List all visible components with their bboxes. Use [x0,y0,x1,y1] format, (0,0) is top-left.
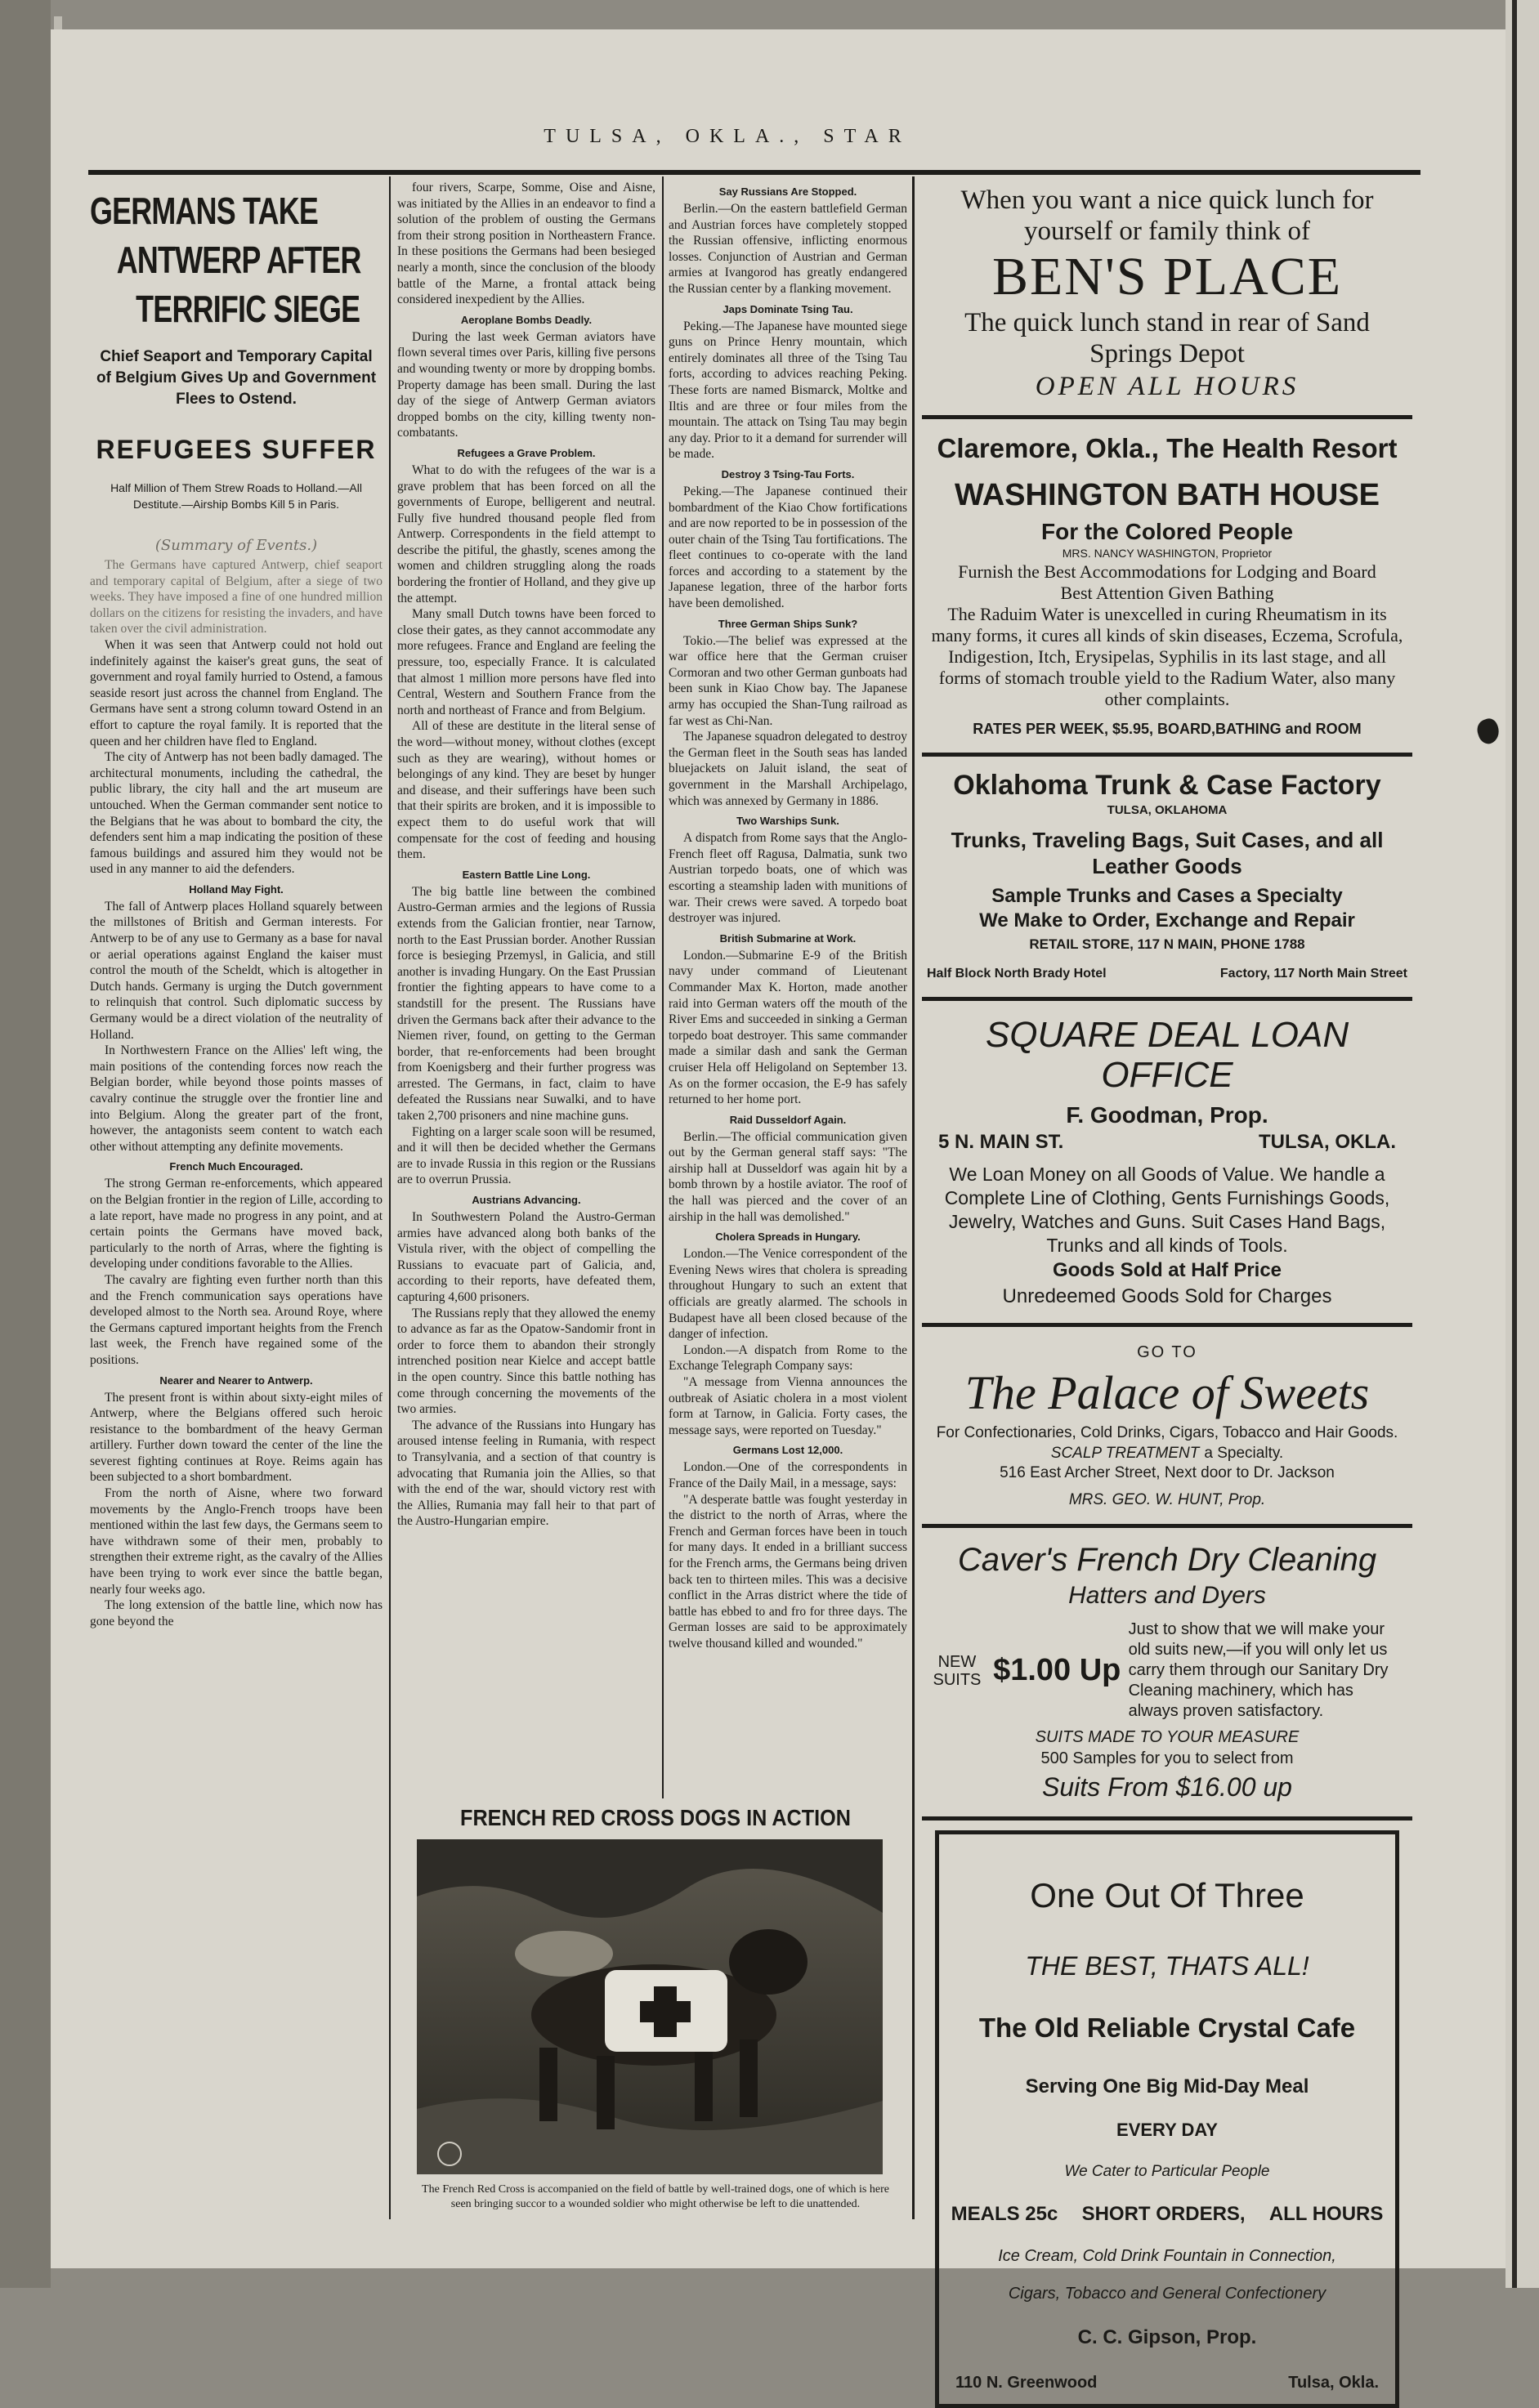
article-paragraph: Berlin.—On the eastern battlefield German and Austrian forces have completely stopped the Russian offensive, inflicting enormous losses. Conjunction of Austrian and German armies at Ivangorod has greatly endangered the Russian center by a flanking movement. [669,202,907,296]
ad-line-right: TULSA, OKLA. [1259,1131,1396,1153]
article-paragraph: From the north of Aisne, where two forward movements by the Anglo-French troops have been mentioned within the last few days, the Germans seem to have withdrawn some of their men, probably to strengthen their extreme right, as the cavalry of the Allies have been trying to work ever since the battle began, nearly four weeks ago. [90,1486,383,1597]
ad-text: a Specialty. [1204,1445,1284,1462]
ad-offer [922,1619,1412,1722]
subhead: Aeroplane Bombs Deadly. [460,313,593,326]
ad-line: Leather Goods [1092,854,1242,878]
article-paragraph: Peking.—The Japanese have mounted siege guns on Prince Henry mountain, which entirely dominates all three of the Tsing Tau forts, according to advices reaching Peking. These forts are named Bismarck, Moltke and Iltis and are three or four miles from the mountain. The attack on Tsing Tau may begin any day. Prior to it a demand for surrender will be made. [669,319,907,462]
ad-line-right: Tulsa, Okla. [1288,2374,1379,2392]
ad-line-left: 110 N. Greenwood [955,2374,1098,2392]
ad-line: MRS. GEO. W. HUNT, Prop. [1068,1491,1266,1508]
article-paragraph: London.—A dispatch from Rome to the Exchange Telegraph Company says: [669,1342,907,1374]
ad-line: For Confectionaries, Cold Drinks, Cigars, Tobacco and Hair Goods. [936,1424,1398,1441]
ad-line: We Cater to Particular People [1064,2163,1270,2180]
ad-cavers-dry-cleaning [922,1528,1412,1821]
article-paragraph: The fall of Antwerp places Holland squarely between the millstones of British and German interests. For Antwerp to be of any use to Germany as a base for naval or aerial operations against England the kaiser must control the mouth of the Scheldt, which is altogether in Dutch hands. Germany is urging the Dutch government to relinquish that control. Such diplomatic success by Germany would be a direct violation of the neutrality of Holland. [90,899,383,1042]
ad-line: EVERY DAY [1116,2120,1218,2140]
red-cross-dog-photo [417,1839,883,2174]
ad-title: Oklahoma Trunk & Case Factory [953,770,1381,801]
subhead: Austrians Advancing. [472,1194,581,1207]
column-1 [90,180,383,2218]
article-paragraph: Peking.—The Japanese continued their bombardment of the Kiao Chow fortifications and are now reported to be in possession of the outer chain of the Tsing Tau fortifications. The fleet continues to co-operate with the land forces and according to a statement by the Japanese legation, three of the harbor forts have been demolished. [669,484,907,611]
subhead: Nearer and Nearer to Antwerp. [159,1374,313,1387]
ad-line [939,2200,1395,2229]
ad-line: THE BEST, THATS ALL! [1025,1951,1309,1981]
article-paragraph: Many small Dutch towns have been forced to close their gates, as they cannot accommodate any more refugees. France and England are feeling the pressure, too, especially France. It is calculated that almost 1 million more persons have fled into Central, Western and Southern France from the north and northeast of France and from Belgium. [397,607,655,717]
ad-square-deal-loan [922,1001,1412,1327]
column-2 [397,180,655,1794]
lead-deck: Chief Seaport and Temporary Capital of Belgium Gives Up and Government Flees to Ostend. [96,348,377,408]
article-paragraph: In Northwestern France on the Allies' left wing, the main positions of the contending forces now reach the Belgian border, while beyond those points masses of cavalry continue the struggle over the frontier line and into Belgium. Along the greater part of the front, however, the antagonists seem content to watch each other without attempting any definite movements. [90,1043,383,1154]
ad-line: Furnish the Best Accommodations for Lodging and Board [958,561,1376,582]
article-paragraph: "A desperate battle was fought yesterday in the district to the north of Arras, where the French and German forces have been in touch for many days. It ended in a brilliant success for the French arms, the Germans being driven back ten to thirteen miles. This was a decisive conflict in the Arras district where the tide of battle has ebbed to and fro for three days. The German losses are said to be approximately twelve thousand killed and wounded." [669,1492,907,1651]
article-paragraph: What to do with the refugees of the war is a grave problem that has been forced on all the governments of Europe, belligerent and neutral. Fully five hundred thousand people fled from Antwerp. Correspondents in the field attempt to describe the pitiful, the ghastly, scenes among the women and children struggling along the roads bordering the frontier of Holland, and they give up the attempt. [397,462,655,605]
ad-line: F. Goodman, Prop. [1066,1102,1268,1128]
article-paragraph: London.—The Venice correspondent of the Evening News wires that cholera is spreading throughout Hungary to such an extent that officials are greatly alarmed. The schools in Budapest have all been closed because of the danger of infection. [669,1247,907,1342]
subhead: Germans Lost 12,000. [732,1444,843,1457]
ad-oklahoma-trunk-factory [922,757,1412,1001]
ad-all-hours: ALL HOURS [1268,2203,1384,2225]
subhead: Raid Dusseldorf Again. [729,1113,847,1126]
ad-meals: MEALS 25c [951,2203,1058,2225]
photo-feature [407,1802,904,2243]
ad-line: The quick lunch stand in rear of Sand [964,308,1370,337]
ad-title: SQUARE DEAL LOAN [985,1015,1349,1055]
ad-line: Best Attention Given Bathing [1060,583,1274,603]
ad-palace-of-sweets [922,1327,1412,1528]
ad-line: Claremore, Okla., The Health Resort [937,433,1398,463]
scan-border-left [0,0,51,2288]
article-paragraph: Fighting on a larger scale soon will be resumed, and it will then be decided whether the Germans are to invade Russia in this region or the Russians are to overrun Prussia. [397,1124,655,1187]
ad-line [939,2371,1395,2394]
subhead: Two Warships Sunk. [736,815,839,828]
ad-line: Goods Sold at Half Price [1052,1259,1282,1281]
summary-label: (Summary of Events.) [154,537,318,554]
ad-line: Cigars, Tobacco and General Confectionery [1008,2285,1326,2303]
ad-line: Springs Depot [1089,339,1245,369]
ad-line [922,963,1412,985]
subhead: Japs Dominate Tsing Tau. [723,302,853,315]
ad-offer-new: NEW [937,1652,977,1671]
article-paragraph: All of these are destitute in the literal sense of the word—without money, without clothes (except such as they are wearing), without homes or belongings of any kind. They are beset by hunger and disease, and their sufferings have been such that their spirits are broken, and it is impossible to expect them to do useful work that will compensate for the cost of feeding and housing them. [397,719,655,862]
subhead: Eastern Battle Line Long. [462,868,591,881]
scan-border-right [1505,0,1539,2288]
article-paragraph: The city of Antwerp has not been badly damaged. The architectural monuments, including the cathedral, the public library, the city hall and the art museum are untouched. When the German commander sent notice to the Belgians that he was about to bombard the city, the defenders sent him a map indicating the position of these famous buildings and assured him they would not be used in any manner to aid the defenders. [90,750,383,877]
lead-deck-2: REFUGEES SUFFER [96,435,377,464]
photo-caption: The French Red Cross is accompanied on the field of battle by well-trained dogs, one of which is here seen bringing succor to a wounded soldier who might otherwise be left to die unattended. [422,2183,889,2210]
ad-line: TULSA, OKLAHOMA [1107,803,1228,817]
ad-emphasis: SCALP TREATMENT [1050,1445,1200,1462]
article-paragraph: Berlin.—The official communication given out by the German general staff says: "The airship hall at Dusseldorf was again hit by a bomb thrown by a hostile aviator. The roof of the hall was pierced and the cover of an airship in the hall was demolished." [669,1129,907,1224]
article-paragraph: The advance of the Russians into Hungary has aroused intense feeling in Rumania, with respect to Transylvania, and a section of that country is advocating that Rumania join the Allies, so that with the end of the war, should victory rest with the Allies, Rumania may fall heir to that part of the Austro-Hungarian empire. [397,1418,655,1529]
ad-line: Suits From $16.00 up [1042,1772,1292,1802]
ad-title: The Old Reliable Crystal Cafe [978,2013,1356,2043]
article-paragraph: The big battle line between the combined Austro-German armies and the legions of Russia extends from the Galician frontier, near Tarnow, north to the East Prussian border. Another Russian force is besieging Przemysl, in Galicia, and still another is invading Hungary. On the East Prussian frontier the fighting appears to have come to a standstill for the present. The Russians have driven the Germans back after their advance to the Niemen river, found, on getting to the German border, that re-enforcements had been brought from Koenigsberg and their further progress was arrested. The Germans, in fact, claim to have defeated the Russians near Suwalki, and to have taken 2,700 prisoners and nine machine guns. [397,884,655,1124]
ad-line: We Make to Order, Exchange and Repair [979,909,1355,931]
subhead: French Much Encouraged. [169,1160,303,1173]
ad-line: OPEN ALL HOURS [1035,372,1300,401]
ad-offer-price: $1.00 Up [993,1653,1121,1687]
subhead: Three German Ships Sunk? [718,617,858,630]
ad-line: When you want a nice quick lunch for [960,185,1374,215]
ad-line: RATES PER WEEK, $5.95, BOARD,BATHING and ROOM [973,721,1362,737]
ad-title: Caver's French Dry Cleaning [957,1542,1377,1578]
article-paragraph: The long extension of the battle line, which now has gone beyond the [90,1598,383,1628]
ad-line: 500 Samples for you to select from [1040,1749,1294,1767]
ad-title: BEN'S PLACE [991,247,1343,306]
ad-offer-suits: SUITS [933,1670,982,1689]
ad-title: WASHINGTON BATH HOUSE [954,478,1380,512]
ad-offer-label [928,1653,986,1689]
ad-washington-bath-house [922,419,1412,757]
lead-deck-3: Half Million of Them Strew Roads to Holland.—All Destitute.—Airship Bombs Kill 5 in Paris. [110,481,362,511]
ad-line [922,1443,1412,1463]
article-paragraph: The Germans have captured Antwerp, chief seaport and temporary capital of Belgium, after a siege of two weeks. They have imposed a fine of one hundred million dollars on the citizens for resisting the invaders, and have taken over the civil administration. [90,558,383,637]
ad-line: yourself or family think of [1023,217,1311,246]
ad-line-right: Factory, 117 North Main Street [1219,967,1407,981]
article-paragraph: The Japanese squadron delegated to destroy the German fleet in the South seas has landed bluejackets on Jaluit island, the seat of government in the Marshall Archipelago, which was annexed by Germany in 1886. [669,730,907,808]
article-paragraph: The strong German re-enforcements, which appeared on the Belgian frontier in the region of Lille, according to a late report, have made no progress in any point, and at certain points the Germans have moved back, particularly to the north of Arras, where the fighting is developing under conditions favorable to the Allies. [90,1177,383,1271]
article-paragraph: The cavalry are fighting even further north than this and the French communication says operations have developed almost to the North sea. Around Roye, where the Germans captured important heights from the French last week, the French have regained some of the positions. [90,1272,383,1367]
subhead: Holland May Fight. [189,882,284,896]
ad-line: Ice Cream, Cold Drink Fountain in Connection, [998,2247,1336,2265]
ad-offer-text: Just to show that we will make your old suits new,—if you will only let us carry them through our Sanitary Dry Cleaning machinery, which has always proven satisfactory. [1128,1620,1389,1720]
ad-line: GO TO [1137,1343,1197,1361]
subhead: Cholera Spreads in Hungary. [715,1231,861,1244]
lead-headline [90,186,383,333]
ad-bens-place [922,176,1412,419]
column-3 [669,180,907,1794]
ad-line: The Raduim Water is unexcelled in curing Rheumatism in its many forms, it cures all kinds of skin diseases, Eczema, Scrofula, Indigestion, Itch, Erysipelas, Syphilis in its last stage, and all forms of stomach trouble yield to the Radium Water, also many other complaints. [931,604,1403,709]
ad-short-orders: SHORT ORDERS, [1081,2203,1246,2225]
subhead: Refugees a Grave Problem. [457,446,596,459]
article-paragraph: In Southwestern Poland the Austro-German armies have advanced along both banks of the Vistula river, with the object of compelling the Russians to evacuate part of Galicia, and, according to their reports, have defeated them, capturing 4,600 prisoners. [397,1210,655,1304]
article-paragraph: The present front is within about sixty-eight miles of Antwerp, where the Belgians offered such heroic resistance to the bombardment of the heavy German artillery. Further down toward the center of the line the severest fighting continues at Roye. Reims again has been subjected to a short bombardment. [90,1390,383,1485]
article-paragraph: London.—One of the correspondents in France of the Daily Mail, in a message, says: [669,1460,907,1490]
ad-line: Trunks, Traveling Bags, Suit Cases, and all [951,828,1384,852]
ad-line: We Loan Money on all Goods of Value. We handle a Complete Line of Clothing, Gents Furnishings Goods, Jewelry, Watches and Guns. Suit Cases Hand Bags, Trunks and all kinds of Tools. [944,1164,1390,1256]
masthead-rule [88,170,1420,175]
subhead: British Submarine at Work. [719,931,857,945]
ad-line: SUITS MADE TO YOUR MEASURE [1035,1728,1300,1746]
article-paragraph: When it was seen that Antwerp could not hold out indefinitely against the kaiser's great guns, the seat of government and royal family hurried to Ostend, a famous seaside resort just across the channel from England. The Germans have sent a strong column toward Ostend in an effort to capture the royal family. It is reported that the queen and her children have fled to England. [90,637,383,748]
column-rule-1 [389,176,391,2219]
article-paragraph: A dispatch from Rome says that the Anglo-French fleet off Ragusa, Dalmatia, sunk two Austrian torpedo boats, one of which was escorting a steamship laden with munitions of war. Their crews were saved. A torpedo boat destroyer was injured. [669,831,907,926]
ad-crystal-cafe-frame [935,1830,1399,2408]
headline-line-3: TERRIFIC SIEGE [136,288,360,330]
ad-line: MRS. NANCY WASHINGTON, Proprietor [1062,547,1273,560]
ad-crystal-cafe [922,1830,1412,2408]
ad-title: OFFICE [1101,1055,1233,1095]
photo-image [417,1839,883,2174]
article-paragraph: London.—Submarine E-9 of the British navy under command of Lieutenant Commander Max K. Horton, made another raid into German waters off the mouth of the River Ems and succeeded in sinking a German torpedo boat destroyer. This same commander made a similar dash and sank the German cruiser Hela off Heligoland on September 13. As on the former occasion, the E-9 has safely returned to her home port. [669,948,907,1107]
ad-line-left: 5 N. MAIN ST. [938,1131,1064,1153]
headline-line-1: GERMANS TAKE [90,190,319,232]
column-rule-2 [662,176,664,1798]
article-paragraph: "A message from Vienna announces the outbreak of Asiatic cholera in a most violent form at Tarnow, in Galicia. Forty cases, the message says, were reported on Tuesday." [669,1375,907,1437]
subhead: Destroy 3 Tsing-Tau Forts. [721,467,855,480]
ad-line: For the Colored People [1040,519,1294,544]
article-paragraph: four rivers, Scarpe, Somme, Oise and Aisne, was initiated by the Allies in an endeavor to find a solution of the problem of ousting the Germans from their strong position in Northeastern France. In these positions the Germans had been besieged nearly a month, since the conclusion of the bloody battle of the Marne, a frontal attack being considered inexpedient by the Allies. [397,181,655,307]
article-paragraph: Tokio.—The belief was expressed at the war office here that the German cruiser Cormoran and two other German gunboats had been sunk in Kiao Chow bay. The Japanese army has occupied the Shan-Tung railroad as far west as Chi-Nan. [669,633,907,728]
ad-line: Sample Trunks and Cases a Specialty [991,885,1343,907]
ad-title: The Palace of Sweets [964,1366,1370,1419]
ad-line: Serving One Big Mid-Day Meal [1025,2075,1309,2098]
article-paragraph: During the last week German aviators have flown several times over Paris, killing five persons and wounding twenty or more by dropping bombs. Property damage has been small. During the last day of the siege of Antwerp German aviators dropped bombs on the city, killing twenty non-combatants. [397,329,655,440]
subhead: Say Russians Are Stopped. [718,185,857,198]
advertisements-column [922,176,1412,2408]
ad-line: C. C. Gipson, Prop. [1077,2326,1257,2348]
photo-title: FRENCH RED CROSS DOGS IN ACTION [460,1805,851,1830]
ad-line: 516 East Archer Street, Next door to Dr. Jackson [1000,1464,1335,1481]
scan-edge-bar [1512,0,1517,2288]
ad-line: Hatters and Dyers [1068,1582,1266,1609]
ad-line: One Out Of Three [1030,1876,1304,1914]
ad-line [922,1130,1412,1155]
ad-line: RETAIL STORE, 117 N MAIN, PHONE 1788 [1029,936,1305,952]
headline-line-2: ANTWERP AFTER [116,239,361,281]
ad-line-left: Half Block North Brady Hotel [927,967,1107,981]
masthead: TULSA, OKLA., STAR [544,126,911,147]
ad-line: Unredeemed Goods Sold for Charges [1002,1285,1332,1307]
article-paragraph: The Russians reply that they allowed the enemy to advance as far as the Opatow-Sandomir front in order to force them to abandon their strongly intrenched position near Kielce and accept battle in the open country. Since this battle nothing has come through concerning the movements of the two armies. [397,1306,655,1417]
column-rule-3 [912,176,915,2219]
